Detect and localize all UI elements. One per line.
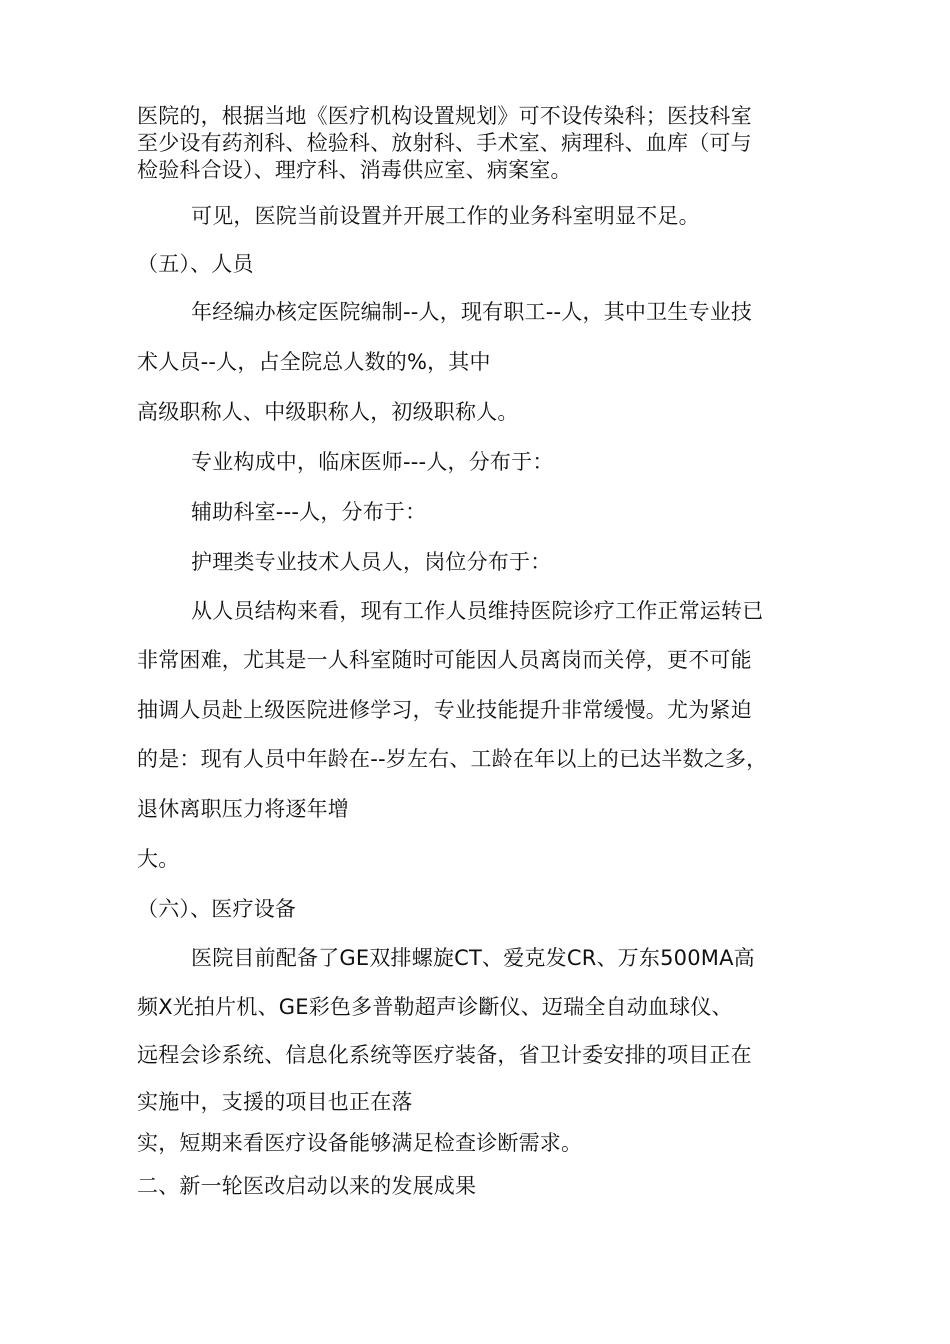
paragraph-line: 抽调人员赴上级医院进修学习，专业技能提升非常缓慢。尤为紧迫 <box>137 698 752 722</box>
paragraph-line: 频X光拍片机、GE彩色多普勒超声诊斷仪、迈瑞全自动血球仪、 <box>137 995 733 1019</box>
paragraph-line: 至少设有药剂科、检验科、放射科、手术室、病理科、血库（可与 <box>137 131 752 155</box>
paragraph-line: 退休离职压力将逐年增 <box>137 797 349 821</box>
paragraph-line: 高级职称人、中级职称人，初级职称人。 <box>137 400 519 424</box>
paragraph-line: 辅助科室---人，分布于： <box>191 500 427 524</box>
section-heading: （六）、医疗设备 <box>137 897 297 921</box>
paragraph-line: 实，短期来看医疗设备能够满足检查诊断需求。 <box>137 1131 583 1155</box>
paragraph-line: 术人员--人，占全院总人数的%，其中 <box>137 350 491 374</box>
paragraph-line: 专业构成中，临床医师---人，分布于： <box>191 450 554 474</box>
paragraph-line: 医院的，根据当地《医疗机构设置规划》可不设传染科；医技科室 <box>137 104 752 128</box>
paragraph-line: 实施中，支援的项目也正在落 <box>137 1090 413 1114</box>
paragraph-line: 的是：现有人员中年龄在--岁左右、工龄在年以上的已达半数之多， <box>137 747 768 771</box>
paragraph-line: 检验科合设）、理疗科、消毒供应室、病案室。 <box>137 158 572 182</box>
paragraph-line: 年经编办核定医院编制--人，现有职工--人，其中卫生专业技 <box>191 300 753 324</box>
paragraph-line: 非常困难，尤其是一人科室随时可能因人员离岗而关停，更不可能 <box>137 648 752 672</box>
paragraph-line: 医院目前配备了GE双排螺旋CT、爱克发CR、万东500MA高 <box>191 946 755 970</box>
paragraph-line: 从人员结构来看，现有工作人员维持医院诊疗工作正常运转已 <box>191 599 764 623</box>
section-heading: 二、新一轮医改启动以来的发展成果 <box>137 1174 477 1198</box>
paragraph-line: 远程会诊系统、信息化系统等医疗装备，省卫计委安排的项目正在 <box>137 1043 752 1067</box>
paragraph-line: 护理类专业技术人员人，岗位分布于： <box>191 550 552 574</box>
paragraph-line: 可见，医院当前设置并开展工作的业务科室明显不足。 <box>191 204 700 228</box>
paragraph-line: 大。 <box>137 847 180 871</box>
section-heading: （五）、人员 <box>137 252 254 276</box>
